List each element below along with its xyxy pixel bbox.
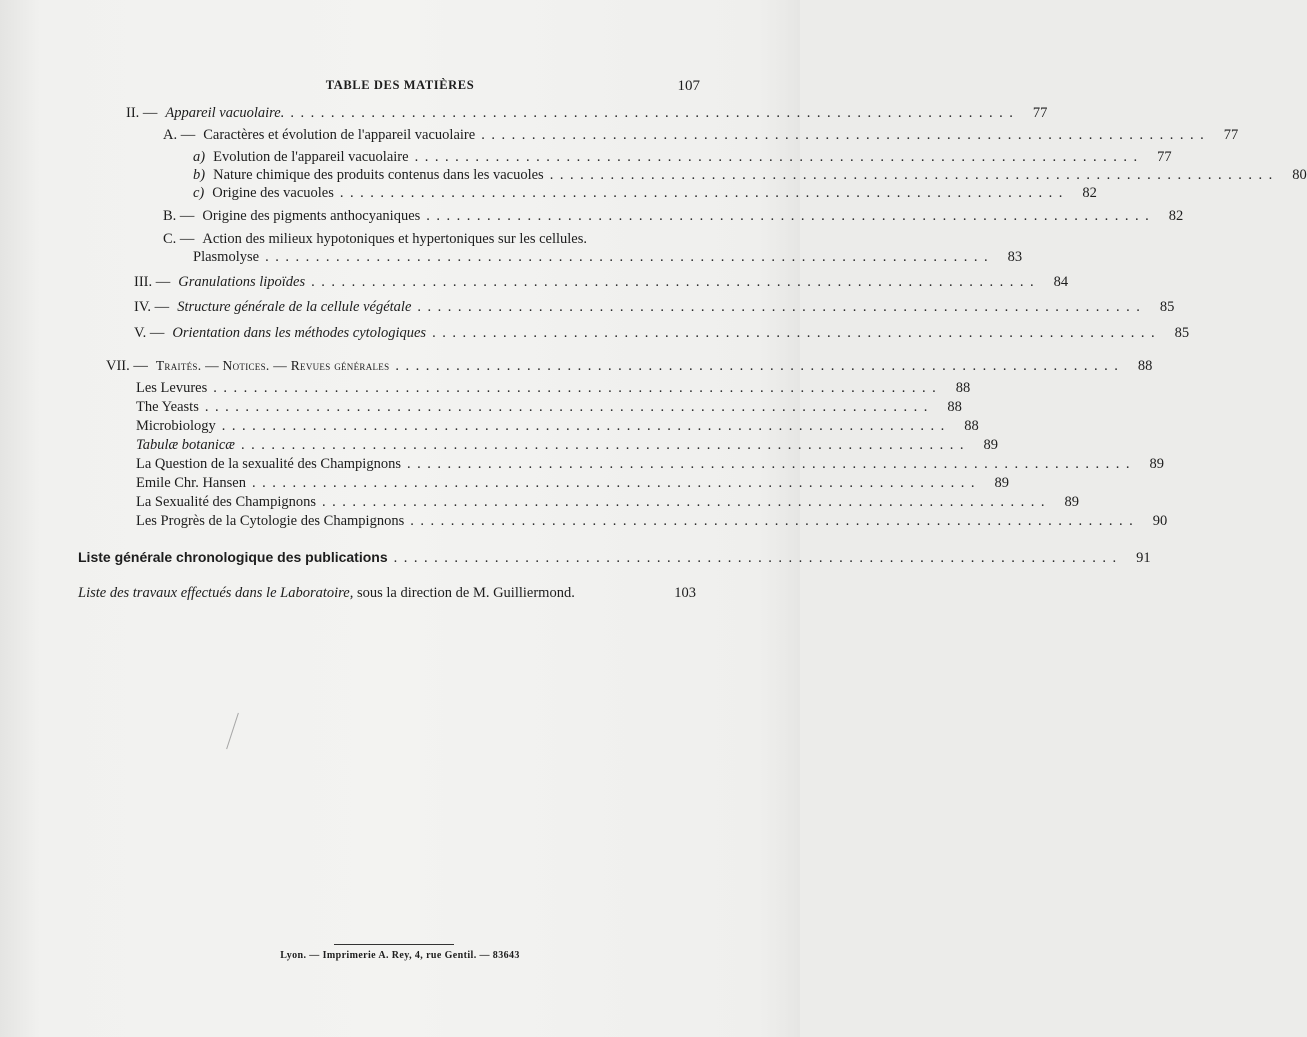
footer-rule <box>334 944 454 945</box>
toc-entry <box>126 104 1048 122</box>
leader-dots: ........................................................................ <box>414 149 1144 165</box>
toc-entry-label: Caractères et évolution de l'appareil vacuolaire <box>203 127 476 143</box>
toc-entry-label: Les Progrès de la Cytologie des Champignons <box>136 513 405 529</box>
toc-entry-label: Liste générale chronologique des publications <box>78 549 388 565</box>
toc-entry-label: Nature chimique des produits contenus dans les vacuoles <box>213 167 544 183</box>
toc-entry <box>163 126 1239 144</box>
toc-entry <box>193 248 1023 266</box>
toc-entry-label: Orientation dans les méthodes cytologiques <box>172 325 427 341</box>
toc-entry-page: 77 <box>1032 105 1048 121</box>
toc-entry <box>136 379 971 397</box>
toc-entry-page: 88 <box>955 380 971 396</box>
toc-entry-page: 83 <box>1007 249 1023 265</box>
toc-entry <box>136 417 979 435</box>
toc-entry <box>134 273 1069 291</box>
toc-entry-label: La Sexualité des Champignons <box>136 494 317 510</box>
toc-entry-page: 89 <box>1149 456 1164 472</box>
leader-dots: ........................................................................ <box>426 208 1156 224</box>
page-header-number: 107 <box>677 78 700 94</box>
toc-entry-page: 77 <box>1223 127 1239 143</box>
leader-dots: ........................................................................ <box>204 399 934 415</box>
leader-dots: ........................................................................ <box>240 437 970 453</box>
toc-entry-label: Origine des pigments anthocyaniques <box>202 208 421 224</box>
toc-entry-number: V. — <box>134 325 165 341</box>
leader-dots: ........................................................................ <box>410 513 1140 529</box>
paper-mark <box>226 713 239 749</box>
leader-dots: ........................................................................ <box>221 418 951 434</box>
toc-entry <box>136 455 1164 473</box>
toc-entry-number: II. — <box>126 105 158 121</box>
toc-entry-page: 90 <box>1152 513 1168 529</box>
toc-entry <box>136 493 1080 511</box>
leader-dots: ........................................................................ <box>251 475 981 491</box>
leader-dots: ........................................................................ <box>393 550 1123 566</box>
toc-entry-number: b) <box>193 167 206 183</box>
toc-entry-first-line <box>163 230 587 248</box>
leader-dots: ........................................................................ <box>322 494 1052 510</box>
toc-entry-number: IV. — <box>134 299 170 315</box>
toc-entry-page: 85 <box>1174 325 1190 341</box>
toc-entry <box>78 548 1151 567</box>
leader-dots: ........................................................................ <box>432 325 1162 341</box>
leader-dots: ........................................................................ <box>406 456 1136 472</box>
toc-entry-label-continued: Plasmolyse <box>193 249 260 265</box>
leader-dots: ........................................................................ <box>395 358 1125 374</box>
toc-entry <box>193 184 1097 202</box>
toc-entry <box>106 357 1153 375</box>
leader-dots: ........................................................................ <box>290 105 1020 121</box>
toc-entry <box>163 207 1184 225</box>
toc-entry-number: c) <box>193 185 205 201</box>
leader-dots: ........................................................................ <box>213 380 943 396</box>
toc-entry-page: 88 <box>964 418 979 434</box>
toc-entry-label: Tabulæ botanicæ <box>136 437 235 453</box>
toc-entry <box>193 166 1307 184</box>
toc-entry-label: Structure générale de la cellule végétale <box>177 299 412 315</box>
toc-entry-label-rest: sous la direction de M. Guilliermond. <box>353 585 575 601</box>
toc-entry-label: The Yeasts <box>136 399 199 415</box>
toc-entry <box>136 474 1009 492</box>
toc-entry-page: 88 <box>1137 358 1153 374</box>
leader-dots: ........................................................................ <box>339 185 1069 201</box>
toc-entry <box>134 298 1175 316</box>
leader-dots: ........................................................................ <box>481 127 1211 143</box>
toc-entry-label: Granulations lipoïdes <box>178 274 306 290</box>
toc-entry-number: III. — <box>134 274 171 290</box>
toc-entry-label: Les Levures <box>136 380 208 396</box>
toc-entry-label: Traités. — Notices. — Revues générales <box>155 358 390 373</box>
leader-dots: ........................................................................ <box>311 274 1041 290</box>
toc-entry-label: Action des milieux hypotoniques et hypertoniques sur les cellules. <box>202 231 588 247</box>
toc-entry <box>134 324 1190 342</box>
leader-dots: ........................................................................ <box>549 167 1279 183</box>
toc-entry-page: 85 <box>1159 299 1175 315</box>
toc-entry-number: B. — <box>163 208 195 224</box>
toc-entry-label: Appareil vacuolaire. <box>165 105 285 121</box>
toc-entry-page: 77 <box>1157 149 1172 165</box>
toc-entry-label: Evolution de l'appareil vacuolaire <box>213 149 409 165</box>
toc-entry <box>136 436 998 454</box>
toc-entry-label: Origine des vacuoles <box>212 185 334 201</box>
toc-entry-page: 103 <box>674 585 696 601</box>
page-header-title: TABLE DES MATIÈRES <box>325 78 475 92</box>
toc-entry-page: 91 <box>1136 550 1151 566</box>
toc-entry-number: VII. — <box>106 358 148 374</box>
toc-entry-page: 88 <box>947 399 962 415</box>
toc-entry-number: a) <box>193 149 206 165</box>
toc-entry-label: Microbiology <box>136 418 216 434</box>
toc-entry-label: Liste des travaux effectués dans le Laboratoire, <box>78 585 354 601</box>
toc-entry-label: La Question de la sexualité des Champignons <box>136 456 401 472</box>
toc-entry <box>136 512 1168 530</box>
toc-entry-page: 84 <box>1053 274 1069 290</box>
toc-entry-page: 89 <box>1064 494 1080 510</box>
toc-entry-page: 80 <box>1292 167 1307 183</box>
toc-entry-label: Emile Chr. Hansen <box>136 475 246 491</box>
toc-entry-number: A. — <box>163 127 196 143</box>
leader-dots: ........................................................................ <box>265 249 995 265</box>
printer-footer: Lyon. — Imprimerie A. Rey, 4, rue Gentil. — 83643 <box>280 950 520 961</box>
toc-entry <box>136 398 962 416</box>
leader-dots: ........................................................................ <box>417 299 1147 315</box>
toc-entry <box>193 148 1172 166</box>
toc-entry <box>78 584 696 602</box>
toc-entry-page: 89 <box>994 475 1009 491</box>
toc-entry-page: 82 <box>1082 185 1097 201</box>
toc-entry-number: C. — <box>163 231 195 247</box>
toc-entry-page: 89 <box>983 437 998 453</box>
toc-entry-page: 82 <box>1168 208 1184 224</box>
